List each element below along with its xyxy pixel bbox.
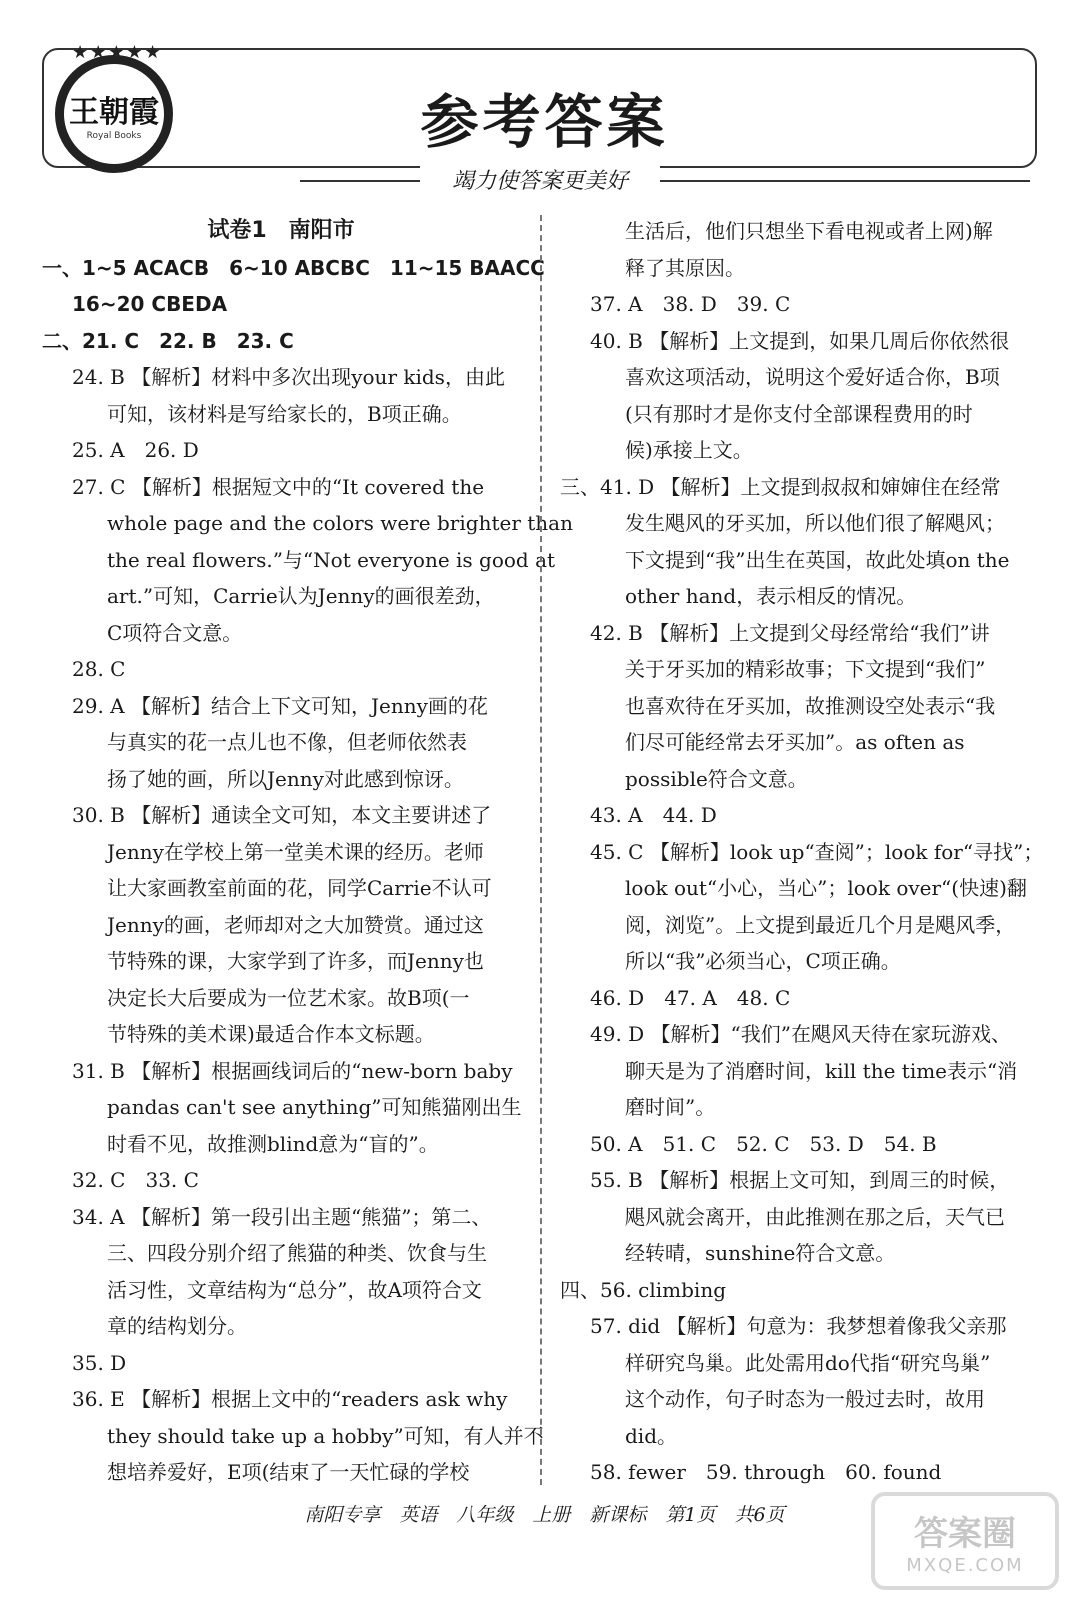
answer-line: 16~20 CBEDA <box>72 292 228 316</box>
answer-line: 可知，该材料是写给家长的，B项正确。 <box>107 401 462 426</box>
watermark-text: 答案圈 <box>914 1514 1016 1554</box>
answer-line: (只有那时才是你支付全部课程费用的时 <box>625 401 973 426</box>
answer-line: 35. D <box>72 1350 127 1375</box>
answer-line: did。 <box>625 1423 678 1448</box>
answer-line: 36. E 【解析】根据上文中的“readers ask why <box>72 1387 508 1411</box>
answer-line: 三、41. D 【解析】上文提到叔叔和婶婶住在经常 <box>560 474 1001 499</box>
answer-line: 章的结构划分。 <box>107 1314 247 1338</box>
answer-line: 经转晴，sunshine符合文意。 <box>625 1241 896 1265</box>
logo-stars-icon: ★★★★★ <box>72 42 163 63</box>
slogan: 竭力使答案更美好 <box>420 164 660 195</box>
answer-line: 磨时间”。 <box>625 1095 716 1119</box>
answer-line: 55. B 【解析】根据上文可知，到周三的时候， <box>590 1168 1010 1192</box>
slogan-rule-left <box>300 180 420 182</box>
answer-line: 二、21. C 22. B 23. C <box>42 328 294 353</box>
answer-line: 25. A 26. D <box>72 438 199 462</box>
watermark-logo <box>871 1492 1059 1590</box>
answer-line: 50. A 51. C 52. C 53. D 54. B <box>590 1131 937 1156</box>
answer-line: they should take up a hobby”可知，有人并不 <box>107 1423 544 1448</box>
answer-line: 28. C <box>72 657 126 681</box>
answer-line: whole page and the colors were brighter than <box>107 511 573 535</box>
answer-line: C项符合文意。 <box>107 620 243 645</box>
answer-column-right <box>560 213 1044 1491</box>
answer-line: 32. C 33. C <box>72 1168 199 1192</box>
answer-line: 想培养爱好，E项(结束了一天忙碌的学校 <box>107 1460 470 1484</box>
answer-line: 四、56. climbing <box>560 1277 727 1302</box>
answer-line: pandas can't see anything”可知熊猫刚出生 <box>107 1095 522 1119</box>
answer-line: 一、1~5 ACACB 6~10 ABCBC 11~15 BAACC <box>42 255 545 280</box>
answer-line: 喜欢这项活动，说明这个爱好适合你，B项 <box>625 365 1000 389</box>
answer-line: 三、四段分别介绍了熊猫的种类、饮食与生 <box>107 1241 487 1265</box>
answer-line: 58. fewer 59. through 60. found <box>590 1460 942 1484</box>
answer-line: 也喜欢待在牙买加，故推测设空处表示“我 <box>625 693 996 718</box>
logo-subtext: Royal Books <box>86 131 142 141</box>
answer-line: 节特殊的美术课)最适合作本文标题。 <box>107 1022 435 1046</box>
answer-line: 46. D 47. A 48. C <box>590 985 791 1010</box>
answer-line: 时看不见，故推测blind意为“盲的”。 <box>107 1131 439 1156</box>
answer-column-left <box>42 213 573 1491</box>
answer-line: 样研究鸟巢。此处需用do代指“研究鸟巢” <box>625 1350 991 1375</box>
answer-line: look out“小心，当心”；look over“(快速)翻 <box>625 876 1027 900</box>
answer-line: 42. B 【解析】上文提到父母经常给“我们”讲 <box>590 620 990 645</box>
logo-text: 王朝霞 <box>69 95 159 130</box>
slogan-rule-right <box>660 180 1030 182</box>
answer-line: 活习性，文章结构为“总分”，故A项符合文 <box>107 1277 482 1302</box>
answer-line: 31. B 【解析】根据画线词后的“new-born baby <box>72 1058 513 1083</box>
answer-line: art.”可知，Carrie认为Jenny的画很差劲， <box>107 584 495 608</box>
answer-line: possible符合文意。 <box>625 766 808 791</box>
page-footer: 南阳专享 英语 八年级 上册 新课标 第1页 共6页 <box>304 1504 785 1526</box>
answer-line: 扬了她的画，所以Jenny对此感到惊讶。 <box>107 766 464 791</box>
column-divider <box>540 215 542 1485</box>
answer-line: 57. did 【解析】句意为：我梦想着像我父亲那 <box>590 1314 1007 1338</box>
answer-line: 候)承接上文。 <box>625 438 753 462</box>
answer-line: Jenny的画，老师却对之大加赞赏。通过这 <box>107 912 484 937</box>
answer-line: Jenny在学校上第一堂美术课的经历。老师 <box>107 839 484 864</box>
answer-line: 29. A 【解析】结合上下文可知，Jenny画的花 <box>72 693 488 718</box>
answer-line: 27. C 【解析】根据短文中的“It covered the <box>72 474 485 499</box>
answer-line: other hand，表示相反的情况。 <box>625 584 917 608</box>
answer-line: 所以“我”必须当心，C项正确。 <box>625 949 901 973</box>
answer-line: 关于牙买加的精彩故事；下文提到“我们” <box>625 657 986 681</box>
answer-line: 这个动作，句子时态为一般过去时，故用 <box>625 1387 985 1411</box>
answer-line: 释了其原因。 <box>625 255 745 280</box>
answer-line: 与真实的花一点儿也不像，但老师依然表 <box>107 730 467 754</box>
answer-line: 24. B 【解析】材料中多次出现your kids，由此 <box>72 365 505 389</box>
answer-line: 下文提到“我”出生在英国，故此处填on the <box>625 547 1010 572</box>
answer-line: 们尽可能经常去牙买加”。as often as <box>625 730 965 754</box>
page-title: 参考答案 <box>420 88 669 156</box>
answer-line: 生活后，他们只想坐下看电视或者上网)解 <box>625 219 993 243</box>
answer-line: 飓风就会离开，由此推测在那之后，天气已 <box>625 1204 1005 1229</box>
answer-line: 让大家画教室前面的花，同学Carrie不认可 <box>107 876 492 900</box>
answer-line: 阅，浏览”。上文提到最近几个月是飓风季， <box>625 912 1016 937</box>
answer-line: 30. B 【解析】通读全文可知，本文主要讲述了 <box>72 803 492 827</box>
answer-line: 试卷1 南阳市 <box>207 218 355 243</box>
answer-line: 40. B 【解析】上文提到，如果几周后你依然很 <box>590 328 1010 353</box>
answer-line: 聊天是为了消磨时间，kill the time表示“消 <box>625 1058 1018 1083</box>
answer-line: 37. A 38. D 39. C <box>590 292 791 316</box>
answer-line: 49. D 【解析】“我们”在飓风天待在家玩游戏、 <box>590 1022 1012 1046</box>
answer-line: the real flowers.”与“Not everyone is good at <box>107 547 556 572</box>
answer-line: 43. A 44. D <box>590 803 717 827</box>
answer-line: 决定长大后要成为一位艺术家。故B项(一 <box>107 985 470 1010</box>
answer-line: 发生飓风的牙买加，所以他们很了解飓风； <box>625 511 1005 535</box>
answer-line: 45. C 【解析】look up“查阅”；look for“寻找”； <box>590 839 1044 864</box>
watermark-url: MXQE.COM <box>906 1555 1024 1576</box>
answer-line: 34. A 【解析】第一段引出主题“熊猫”；第二、 <box>72 1204 492 1229</box>
answer-line: 节特殊的课，大家学到了许多，而Jenny也 <box>107 949 484 973</box>
